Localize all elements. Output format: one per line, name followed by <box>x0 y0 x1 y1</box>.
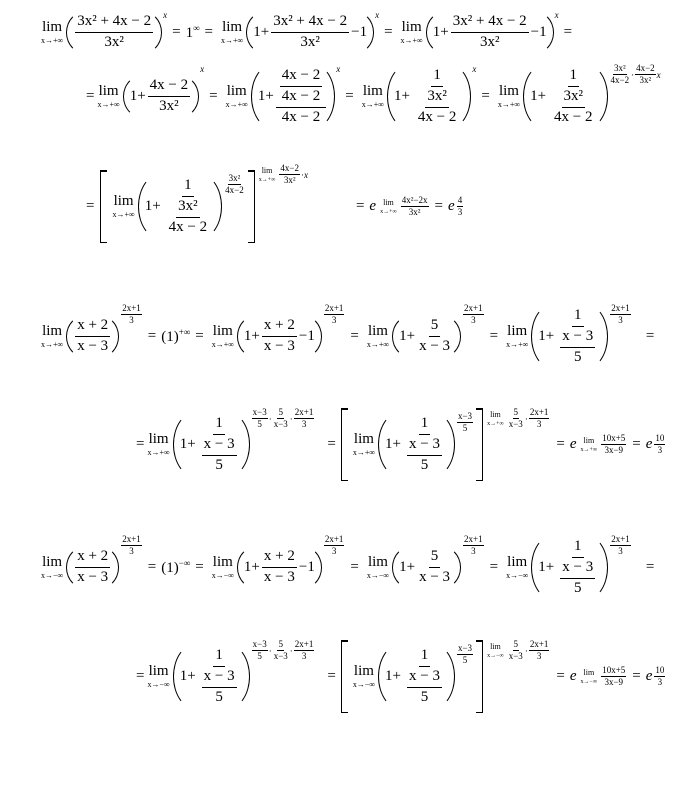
parenthesis-group <box>66 545 119 590</box>
limit-operator: lim x→+∞ <box>147 431 170 458</box>
exponent: $\frac{x-3}{5}$ · $\frac{5}{x-3}$ · $\frac{2x+1}{3}$ <box>252 407 314 430</box>
exponential-term: e lim x→+∞ $\frac{10x+5}{3x-9}$ <box>569 432 626 456</box>
limit-operator: lim x→+∞ <box>506 323 529 350</box>
parenthesis-group: 1 + $\frac{\frac{4x - 2}{4x - 2}}{4x - 2}$ <box>251 64 335 129</box>
fraction: $\frac{4x-2}{\text{3x²}}$ <box>280 163 299 186</box>
limit-operator: lim x→−∞ <box>352 663 376 690</box>
exponential-term: e lim x→−∞ $\frac{10x+5}{3x-9}$ <box>569 664 626 688</box>
limit-operator: lim x→+∞ <box>361 83 384 110</box>
exponent: x <box>200 64 205 74</box>
limit-operator: lim x→−∞ <box>506 554 529 581</box>
exponent: $\frac{x-3}{5}$ <box>457 411 473 434</box>
bracket-group <box>341 408 483 481</box>
fraction: $\frac{\text{3x²}}{4x-2}$ <box>225 173 244 196</box>
eq1-line2: = lim x→+∞ 1 + $\frac{4x - 2}{\text{3x²}}$ x = lim x→+∞ 1 + $\frac{\frac{4x - 2}{4x - 2}}{4x - 2}$ x = lim x→+∞ 1 + $\frac{1}{\frac{\text{3x²}}{4x - 2}}$ x = lim x→+∞ 1 + $\frac{1}{\frac{\text{3x²}}{4x - 2}}$ $\frac{\text{3x²}}{4x-2}$ · $\frac{4x-2}{\text{3x²}}$ x <box>86 64 661 129</box>
parenthesis-group: 1 + $\frac{x + 2}{x - 3}$ − 1 <box>237 314 322 359</box>
exponent: $\frac{2x+1}{3}$ <box>122 534 141 557</box>
fraction: $\frac{4}{3}$ <box>457 194 463 218</box>
eq3-line1: lim x→−∞ $\frac{x + 2}{x - 3}$ $\frac{2x+1}{3}$ = (1)−∞ = lim x→−∞ 1 + $\frac{x + 2}{x - 3}$ − 1 $\frac{2x+1}{3}$ = lim x→−∞ 1 + $\frac{5}{x - 3}$ $\frac{2x+1}{3}$ = lim x→−∞ 1 + $\frac{1}{\frac{x - 3}{5}}$ $\frac{2x+1}{3}$ = <box>38 535 659 600</box>
parenthesis-group <box>66 314 119 359</box>
exponential-result: e $\frac{10}{3}$ <box>645 664 665 688</box>
exponent: $\frac{2x+1}{3}$ <box>324 534 344 557</box>
exponent: x <box>554 10 559 20</box>
limit-operator: lim x→+∞ <box>400 18 423 45</box>
fraction: $\frac{x - 3}{5}$ <box>203 435 235 473</box>
parenthesis-group: 1 + $\frac{1}{\frac{\text{3x²}}{4x - 2}}$ <box>138 174 222 239</box>
compound-fraction: $\frac{1}{\frac{x - 3}{5}}$ <box>203 647 235 705</box>
fraction: $\frac{x - 3}{5}$ <box>409 435 440 473</box>
limit-operator: lim x→+∞ <box>352 431 376 458</box>
fraction: $\frac{\text{4x²−2x}}{\text{3x²}}$ <box>401 194 428 218</box>
exponent: x <box>472 64 477 74</box>
parenthesis-group: 1 + $\frac{1}{\frac{x - 3}{5}}$ <box>173 412 250 477</box>
exponent: $\frac{2x+1}{3}$ <box>464 303 483 326</box>
fraction: $\frac{\text{3x² + 4x − 2}}{\text{3x²}}$ <box>452 13 527 50</box>
exponent: $\frac{2x+1}{3}$ <box>611 303 630 326</box>
exponent: $\frac{2x+1}{3}$ <box>464 534 483 557</box>
limit-operator: lim x→+∞ <box>366 323 390 350</box>
parenthesis-group: 1 + $\frac{4x - 2}{\text{3x²}}$ <box>123 74 199 119</box>
exponent: lim x→+∞ $\frac{\text{4x²−2x}}{\text{3x²}}$ <box>380 194 428 218</box>
limit-operator: lim x→+∞ <box>97 83 120 110</box>
indeterminate-form: (1)+∞ <box>161 327 191 346</box>
outer-exponent: lim x→+∞ $\frac{5}{x-3}$ · $\frac{2x+1}{3}$ <box>487 407 549 430</box>
compound-fraction: $\frac{1}{\frac{x - 3}{5}}$ <box>203 415 235 473</box>
parenthesis-group: 1 + $\frac{1}{\frac{x - 3}{5}}$ <box>378 644 455 709</box>
exponent: x <box>375 10 380 20</box>
exponent: $\frac{x-3}{5}$ · $\frac{5}{x-3}$ · $\frac{2x+1}{3}$ <box>252 639 314 662</box>
limit-operator: lim x→+∞ <box>497 83 521 110</box>
outer-exponent: lim x→−∞ $\frac{5}{x-3}$ · $\frac{2x+1}{3}$ <box>487 639 549 662</box>
exponential-result: e $\frac{10}{3}$ <box>645 432 665 456</box>
parenthesis-group: 1 + $\frac{1}{\frac{x - 3}{5}}$ <box>531 304 608 369</box>
fraction: $\frac{x - 3}{5}$ <box>562 327 594 365</box>
fraction: $\frac{x - 3}{5}$ <box>203 667 235 705</box>
exponent: $\frac{2x+1}{3}$ <box>324 303 344 326</box>
fraction: $\frac{\text{3x²}}{4x - 2}$ <box>417 87 457 125</box>
limit-operator: lim x→+∞ <box>211 323 234 350</box>
fraction: $\frac{4x-2}{\text{3x²}}$ <box>636 63 655 86</box>
eq3-line2: = lim x→−∞ 1 + $\frac{1}{\frac{x - 3}{5}}$ $\frac{x-3}{5}$ · $\frac{5}{x-3}$ · $\frac{2x+1}{3}$ = lim x→−∞ 1 + $\frac{1}{\frac{x - 3}{5}}$ $\frac{x-3}{5}$ lim x→−∞ $\frac{5}{x-3}$ · $\frac{2x+1}{3}$ = e lim x→−∞ $\frac{10x+5}{3x-9}$ = e $\frac{10}{3}$ <box>136 640 666 713</box>
fraction: $\frac{\text{3x²}}{4x - 2}$ <box>554 87 593 125</box>
parenthesis-group <box>66 10 162 55</box>
fraction: $\frac{x + 2}{x - 3}$ <box>263 317 295 355</box>
compound-fraction: $\frac{\frac{4x - 2}{4x - 2}}{4x - 2}$ <box>276 68 326 125</box>
eq1-line1: lim x→+∞ $\frac{\text{3x² + 4x − 2}}{\text{3x²}}$ x = 1∞ = lim x→+∞ 1 + $\frac{\text{3x² + 4x − 2}}{\text{3x²}}$ − 1 x = lim x→+∞ 1 + $\frac{\text{3x² + 4x − 2}}{\text{3x²}}$ − 1 x = <box>38 10 577 55</box>
parenthesis-group: 1 + $\frac{5}{x - 3}$ <box>392 545 461 590</box>
exponent: $\frac{x-3}{5}$ <box>457 643 473 666</box>
fraction: $\frac{x - 3}{5}$ <box>409 667 440 705</box>
compound-fraction: $\frac{1}{\frac{x - 3}{5}}$ <box>562 307 594 365</box>
eq1-line3: = lim x→+∞ 1 + $\frac{1}{\frac{\text{3x²}}{4x - 2}}$ $\frac{\text{3x²}}{4x-2}$ lim x→+∞ $\frac{4x-2}{\text{3x²}}$ · x = e lim x→+∞ $\frac{\text{4x²−2x}}{\text{3x²}}$ = e $\frac{4}{3}$ <box>86 170 464 243</box>
outer-exponent: lim x→+∞ $\frac{4x-2}{\text{3x²}}$ · x <box>258 163 308 186</box>
compound-fraction: $\frac{1}{\frac{\text{3x²}}{4x - 2}}$ <box>417 67 457 125</box>
exponent: $\frac{2x+1}{3}$ <box>611 534 630 557</box>
exponential-result: e $\frac{4}{3}$ <box>448 194 463 218</box>
fraction: $\frac{5}{x - 3}$ <box>419 548 451 586</box>
fraction: $\frac{\text{3x²}}{4x-2}$ <box>610 63 630 86</box>
parenthesis-group: 1 + $\frac{5}{x - 3}$ <box>392 314 461 359</box>
compound-fraction: $\frac{1}{\frac{x - 3}{5}}$ <box>562 538 594 596</box>
bracket-group <box>100 170 254 243</box>
fraction: $\frac{5}{x - 3}$ <box>419 317 451 355</box>
fraction: $\frac{4x - 2}{4x - 2}$ <box>281 67 321 104</box>
parenthesis-group: 1 + $\frac{1}{\frac{\text{3x²}}{4x - 2}}$ <box>387 64 471 129</box>
parenthesis-group: 1 + $\frac{1}{\frac{x - 3}{5}}$ <box>173 644 250 709</box>
eq2-line1: lim x→+∞ $\frac{x + 2}{x - 3}$ $\frac{2x+1}{3}$ = (1)+∞ = lim x→+∞ 1 + $\frac{x + 2}{x - 3}$ − 1 $\frac{2x+1}{3}$ = lim x→+∞ 1 + $\frac{5}{x - 3}$ $\frac{2x+1}{3}$ = lim x→+∞ 1 + $\frac{1}{\frac{x - 3}{5}}$ $\frac{2x+1}{3}$ = <box>38 304 659 369</box>
fraction: $\frac{x + 2}{x - 3}$ <box>77 317 109 355</box>
limit-operator: lim x→−∞ <box>366 554 390 581</box>
limit-operator: lim x→−∞ <box>147 663 170 690</box>
indeterminate-form: 1∞ <box>185 22 200 41</box>
compound-fraction: $\frac{1}{\frac{\text{3x²}}{4x - 2}}$ <box>168 177 208 235</box>
exponential-term: e lim x→+∞ $\frac{\text{4x²−2x}}{\text{3x²}}$ <box>369 194 428 218</box>
fraction: $\frac{\text{3x²}}{4x - 2}$ <box>168 197 208 235</box>
parenthesis-group: 1 + $\frac{1}{\frac{\text{3x²}}{4x - 2}}$ <box>523 64 607 129</box>
parenthesis-group: 1 + $\frac{\text{3x² + 4x − 2}}{\text{3x²}}$ − 1 <box>426 10 554 55</box>
fraction: $\frac{\text{3x² + 4x − 2}}{\text{3x²}}$ <box>77 13 152 50</box>
parenthesis-group: 1 + $\frac{1}{\frac{x - 3}{5}}$ <box>378 412 455 477</box>
limit-operator: lim x→−∞ <box>211 554 234 581</box>
parenthesis-group: 1 + $\frac{\text{3x² + 4x − 2}}{\text{3x²}}$ − 1 <box>246 10 374 55</box>
bracket-group <box>341 640 483 713</box>
limit-operator: lim x→+∞ <box>225 83 248 110</box>
fraction: $\frac{x - 3}{5}$ <box>562 558 594 596</box>
fraction: $\frac{4x - 2}{\text{3x²}}$ <box>149 77 189 115</box>
parenthesis-group: 1 + $\frac{1}{\frac{x - 3}{5}}$ <box>531 535 608 600</box>
fraction: $\frac{\text{3x² + 4x − 2}}{\text{3x²}}$ <box>273 13 348 50</box>
compound-fraction: $\frac{1}{\frac{\text{3x²}}{4x - 2}}$ <box>554 67 593 125</box>
exponent: x <box>163 10 168 20</box>
exponent: $\frac{2x+1}{3}$ <box>122 303 141 326</box>
limit-operator: lim x→+∞ <box>41 18 64 45</box>
parenthesis-group: 1 + $\frac{x + 2}{x - 3}$ − 1 <box>237 545 322 590</box>
compound-fraction: $\frac{1}{\frac{x - 3}{5}}$ <box>409 415 440 473</box>
exponent <box>223 174 246 196</box>
eq2-line2: = lim x→+∞ 1 + $\frac{1}{\frac{x - 3}{5}}$ $\frac{x-3}{5}$ · $\frac{5}{x-3}$ · $\frac{2x+1}{3}$ = lim x→+∞ 1 + $\frac{1}{\frac{x - 3}{5}}$ $\frac{x-3}{5}$ lim x→+∞ $\frac{5}{x-3}$ · $\frac{2x+1}{3}$ = e lim x→+∞ $\frac{10x+5}{3x-9}$ = e $\frac{10}{3}$ <box>136 408 666 481</box>
fraction: $\frac{x + 2}{x - 3}$ <box>263 548 295 586</box>
fraction: $\frac{x + 2}{x - 3}$ <box>77 548 109 586</box>
limit-operator: lim x→+∞ <box>41 323 64 350</box>
limit-operator: lim x→+∞ <box>221 18 244 45</box>
limit-operator: lim x→−∞ <box>41 554 64 581</box>
exponent: x <box>336 64 341 74</box>
exponent: $\frac{\text{3x²}}{4x-2}$ · $\frac{4x-2}{\text{3x²}}$ x <box>610 63 661 86</box>
compound-fraction: $\frac{1}{\frac{x - 3}{5}}$ <box>409 647 440 705</box>
limit-operator: lim x→+∞ <box>112 193 135 220</box>
indeterminate-form: (1)−∞ <box>161 558 191 577</box>
